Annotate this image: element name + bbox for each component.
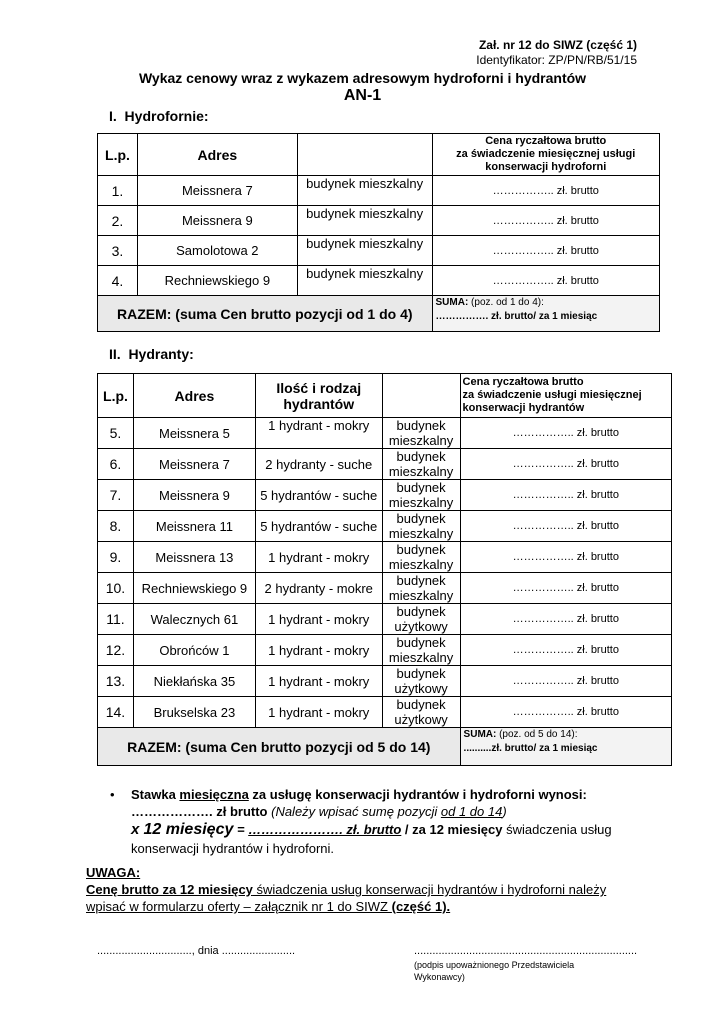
row-lp: 3. — [98, 236, 138, 266]
table-row — [98, 542, 672, 573]
col-type-header — [382, 374, 460, 418]
row-adres: Walecznych 61 — [133, 604, 255, 635]
section-hydrofornie-title: I. Hydrofornie: — [109, 108, 209, 124]
row-cena: …………….. zł. brutto — [432, 206, 660, 236]
row-cena: …………….. zł. brutto — [460, 511, 671, 542]
row-ilosc: 1 hydrant - mokry — [255, 418, 382, 449]
row-adres: Meissnera 13 — [133, 542, 255, 573]
row-adres: Samolotowa 2 — [137, 236, 297, 266]
razem-row — [98, 296, 660, 332]
row-typ: budynek mieszkalny — [297, 176, 432, 206]
table-row — [98, 697, 672, 728]
section-hydranty-title: II. Hydranty: — [109, 346, 194, 362]
table-row — [98, 604, 672, 635]
row-ilosc: 2 hydranty - mokre — [255, 573, 382, 604]
row-lp: 4. — [98, 266, 138, 296]
row-lp: 8. — [98, 511, 134, 542]
row-cena: …………….. zł. brutto — [460, 542, 671, 573]
col-ilosc-header: Ilość i rodzaj hydrantów — [255, 374, 382, 418]
table-row — [98, 511, 672, 542]
identifier-label: Identyfikator: ZP/PN/RB/51/15 — [476, 53, 637, 67]
table-row — [98, 480, 672, 511]
row-lp: 7. — [98, 480, 134, 511]
row-adres: Obrońców 1 — [133, 635, 255, 666]
row-typ: budynek mieszkalny — [382, 418, 460, 449]
row-typ: budynek mieszkalny — [382, 635, 460, 666]
row-lp: 9. — [98, 542, 134, 573]
row-cena: …………….. zł. brutto — [460, 480, 671, 511]
row-ilosc: 1 hydrant - mokry — [255, 542, 382, 573]
hydranty-table — [97, 373, 672, 766]
row-typ: budynek użytkowy — [382, 666, 460, 697]
row-cena: …………….. zł. brutto — [460, 666, 671, 697]
hydrofornie-table — [97, 133, 660, 332]
row-cena: …………….. zł. brutto — [460, 449, 671, 480]
col-lp-header: L.p. — [98, 374, 134, 418]
row-lp: 6. — [98, 449, 134, 480]
row-adres: Meissnera 5 — [133, 418, 255, 449]
table-row — [98, 176, 660, 206]
row-typ: budynek użytkowy — [382, 697, 460, 728]
row-adres: Rechniewskiego 9 — [137, 266, 297, 296]
table-row — [98, 418, 672, 449]
table-row — [98, 206, 660, 236]
row-ilosc: 1 hydrant - mokry — [255, 666, 382, 697]
row-lp: 1. — [98, 176, 138, 206]
row-cena: …………….. zł. brutto — [432, 236, 660, 266]
row-lp: 12. — [98, 635, 134, 666]
row-ilosc: 1 hydrant - mokry — [255, 635, 382, 666]
table-row — [98, 236, 660, 266]
table-row — [98, 573, 672, 604]
suma-cell: SUMA: (poz. od 1 do 4): ……………. zł. brutto/ za 1 miesiąc — [432, 296, 660, 332]
signature-note: (podpis upoważnionego Przedstawiciela Wykonawcy) — [414, 960, 575, 982]
row-adres: Meissnera 7 — [133, 449, 255, 480]
table-row — [98, 635, 672, 666]
row-lp: 13. — [98, 666, 134, 697]
col-type-header — [297, 134, 432, 176]
row-cena: …………….. zł. brutto — [432, 176, 660, 206]
col-cena-header: Cena ryczałtowa brutto za świadczenie miesięcznej usługi konserwacji hydroforni — [432, 134, 660, 176]
table-row — [98, 666, 672, 697]
signature-line: ......................................................................... — [414, 945, 638, 957]
row-typ: budynek użytkowy — [382, 604, 460, 635]
row-cena: …………….. zł. brutto — [460, 697, 671, 728]
row-cena: …………….. zł. brutto — [460, 604, 671, 635]
stawka-paragraph: Stawka miesięczna za usługę konserwacji hydrantów i hydroforni wynosi: ………………. zł brutto (Należy wpisać sumę pozycji od 1 do 14) x 12 miesięcy = …………………. zł. brutto / za 12 miesięcy świadczenia usług konserwacji hydrantów i hydroforni. — [131, 787, 612, 856]
col-cena-header: Cena ryczałtowa brutto za świadczenie usługi miesięcznej konserwacji hydrantów — [460, 374, 671, 418]
document-code: AN-1 — [343, 87, 382, 104]
table-row — [98, 449, 672, 480]
row-ilosc: 2 hydranty - suche — [255, 449, 382, 480]
razem-row — [98, 728, 672, 766]
row-cena: …………….. zł. brutto — [460, 573, 671, 604]
col-adres-header: Adres — [133, 374, 255, 418]
bullet-icon: • — [110, 787, 115, 802]
row-ilosc: 5 hydrantów - suche — [255, 480, 382, 511]
row-adres: Meissnera 9 — [133, 480, 255, 511]
row-adres: Rechniewskiego 9 — [133, 573, 255, 604]
row-ilosc: 1 hydrant - mokry — [255, 604, 382, 635]
row-adres: Meissnera 7 — [137, 176, 297, 206]
row-cena: …………….. zł. brutto — [460, 418, 671, 449]
place-date-field: ..............................., dnia ........................ — [97, 945, 296, 957]
table-row — [98, 266, 660, 296]
razem-label: RAZEM: (suma Cen brutto pozycji od 1 do 4) — [98, 296, 433, 332]
row-typ: budynek mieszkalny — [297, 236, 432, 266]
col-lp-header: L.p. — [98, 134, 138, 176]
row-typ: budynek mieszkalny — [382, 542, 460, 573]
row-typ: budynek mieszkalny — [297, 206, 432, 236]
attachment-label: Zał. nr 12 do SIWZ (część 1) — [478, 38, 637, 52]
row-adres: Meissnera 9 — [137, 206, 297, 236]
uwaga-note: UWAGA: Cenę brutto za 12 miesięcy świadczenia usług konserwacji hydrantów i hydroforni należy wpisać w formularzu oferty – załącznik nr 1 do SIWZ (część 1). — [86, 865, 607, 914]
row-ilosc: 1 hydrant - mokry — [255, 697, 382, 728]
row-lp: 11. — [98, 604, 134, 635]
row-typ: budynek mieszkalny — [297, 266, 432, 296]
row-cena: …………….. zł. brutto — [432, 266, 660, 296]
row-lp: 2. — [98, 206, 138, 236]
table-header-row — [98, 134, 660, 176]
document-title: Wykaz cenowy wraz z wykazem adresowym hydroforni i hydrantów — [138, 70, 587, 86]
row-typ: budynek mieszkalny — [382, 573, 460, 604]
col-adres-header: Adres — [137, 134, 297, 176]
row-lp: 10. — [98, 573, 134, 604]
row-typ: budynek mieszkalny — [382, 480, 460, 511]
row-adres: Niekłańska 35 — [133, 666, 255, 697]
row-lp: 14. — [98, 697, 134, 728]
suma-cell: SUMA: (poz. od 5 do 14): ..........zł. brutto/ za 1 miesiąc — [460, 728, 671, 766]
row-typ: budynek mieszkalny — [382, 449, 460, 480]
row-typ: budynek mieszkalny — [382, 511, 460, 542]
row-adres: Brukselska 23 — [133, 697, 255, 728]
row-cena: …………….. zł. brutto — [460, 635, 671, 666]
row-adres: Meissnera 11 — [133, 511, 255, 542]
table-header-row — [98, 374, 672, 418]
row-ilosc: 5 hydrantów - suche — [255, 511, 382, 542]
razem-label: RAZEM: (suma Cen brutto pozycji od 5 do 14) — [98, 728, 461, 766]
row-lp: 5. — [98, 418, 134, 449]
